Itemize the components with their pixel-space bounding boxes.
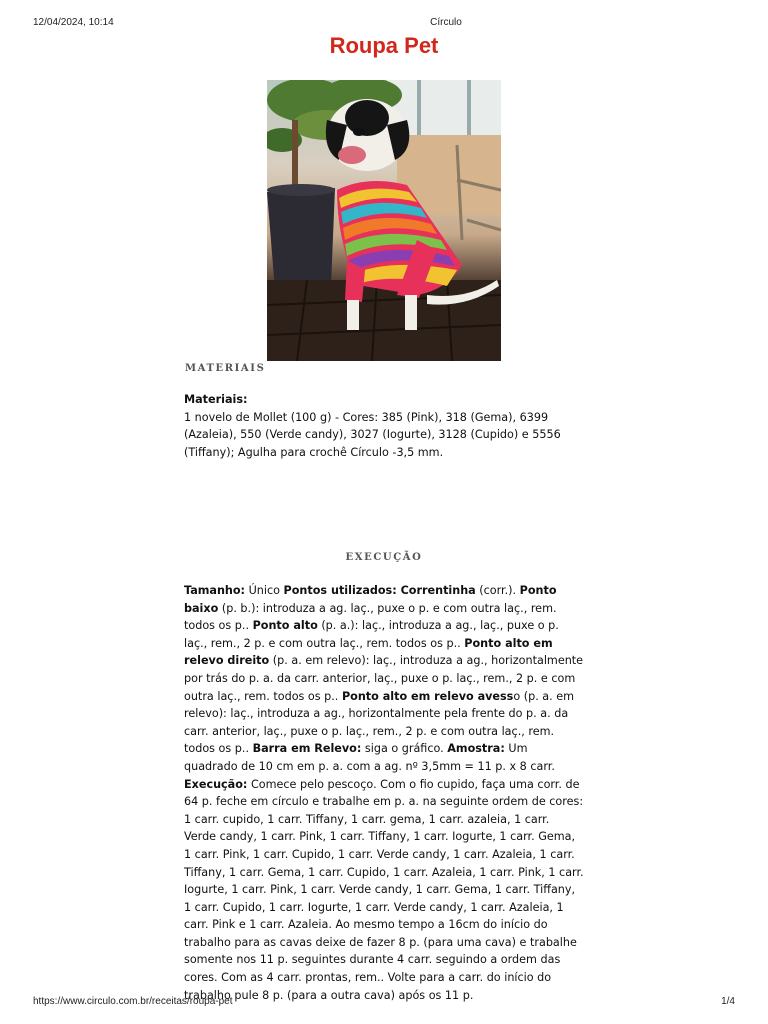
execution-fragment: siga o gráfico. bbox=[361, 742, 448, 756]
print-site-name: Círculo bbox=[430, 17, 462, 28]
page-number: 1/4 bbox=[721, 996, 735, 1007]
execution-term: Ponto baixo bbox=[184, 584, 557, 615]
page-title: Roupa Pet bbox=[329, 33, 439, 58]
execution-fragment: (corr.). bbox=[475, 584, 520, 597]
execution-fragment: (p. a. em relevo): laç., introduza a ag., horizontalmente por trás do p. a. da carr. anterior, laç., puxe o p. laç., rem., 2 p. e com outra laç., rem. todos os p.. bbox=[184, 654, 584, 703]
execution-fragment: Único bbox=[245, 584, 284, 597]
execution-text bbox=[184, 582, 584, 1004]
execution-fragment: o (p. a. em relevo): laç., introduza a ag., horizontalmente pela frente do p. a. da carr. anterior, laç., puxe o p. laç., rem., 2 p. e com outra laç., rem. todos os p.. bbox=[184, 689, 575, 756]
execution-term: Barra em Relevo: bbox=[252, 742, 362, 756]
execution-term: Pontos utilizados: Correntinha bbox=[283, 584, 476, 597]
materials-heading: Materiais: bbox=[184, 393, 248, 406]
materials-section-title: MATERIAIS bbox=[185, 363, 266, 374]
execution-term: Ponto alto em relevo avess bbox=[341, 689, 514, 703]
execution-fragment: (p. a.): laç., introduza a ag., laç., puxe o p. laç., rem., 2 p. e com outra laç., rem. todos os p.. bbox=[184, 619, 559, 650]
page-url: https://www.circulo.com.br/receitas/roupa-pet bbox=[33, 996, 233, 1007]
execution-section-title: EXECUÇÃO bbox=[345, 552, 423, 563]
execution-term: Ponto alto em relevo direito bbox=[184, 636, 553, 668]
dog-sweater-photo bbox=[267, 80, 501, 361]
execution-fragment: Comece pelo pescoço. Com o fio cupido, faça uma corr. de 64 p. feche em círculo e trabalhe em p. a. na seguinte ordem de cores: 1 carr. cupido, 1 carr. Tiffany, 1 carr. gema, 1 carr. azaleia, 1 carr. Verde candy, 1 carr. Pink, 1 carr. Tiffany, 1 carr. Iogurte, 1 carr. Gema, 1 carr. Pink, 1 carr. Cupido, 1 carr. Verde candy, 1 carr. Azaleia, 1 carr. Tiffany, 1 carr. Gema, 1 carr. Cupido, 1 carr. Azaleia, 1 carr. Pink, 1 carr. Iogurte, 1 carr. Pink, 1 carr. Verde candy, 1 carr. Gema, 1 carr. Tiffany, 1 carr. Cupido, 1 carr. Iogurte, 1 carr. Verde candy, 1 carr. Azaleia, 1 carr. Pink e 1 carr. Azaleia. Ao mesmo tempo a 16cm do início do trabalho para as cavas deixe de fazer 8 p. (para uma cava) e trabalhe somente nos 11 p. seguintes durante 4 carr. seguindo a ordem das cores. Com as 4 carr. prontas, rem.. Volte para a carr. do início do trabalho pule 8 p. (para a outra cava) após os 11 p. bbox=[184, 777, 584, 1002]
execution-term: Execução: bbox=[184, 777, 248, 791]
execution-term: Amostra: bbox=[447, 742, 505, 756]
execution-fragment: Um quadrado de 10 cm em p. a. com a ag. nº 3,5mm = 11 p. x 8 carr. bbox=[184, 742, 555, 773]
materials-text: 1 novelo de Mollet (100 g) - Cores: 385 (Pink), 318 (Gema), 6399 (Azaleia), 550 (Verde candy), 3027 (Iogurte), 3128 (Cupido) e 5556 (Tiffany); Agulha para crochê Círculo -3,5 mm. bbox=[184, 410, 561, 459]
materials-block bbox=[184, 391, 584, 461]
execution-term: Tamanho: bbox=[184, 584, 246, 597]
execution-fragment: (p. b.): introduza a ag. laç., puxe o p. e com outra laç., rem. todos os p.. bbox=[184, 601, 557, 633]
print-datetime: 12/04/2024, 10:14 bbox=[33, 17, 114, 28]
execution-term: Ponto alto bbox=[252, 619, 318, 633]
